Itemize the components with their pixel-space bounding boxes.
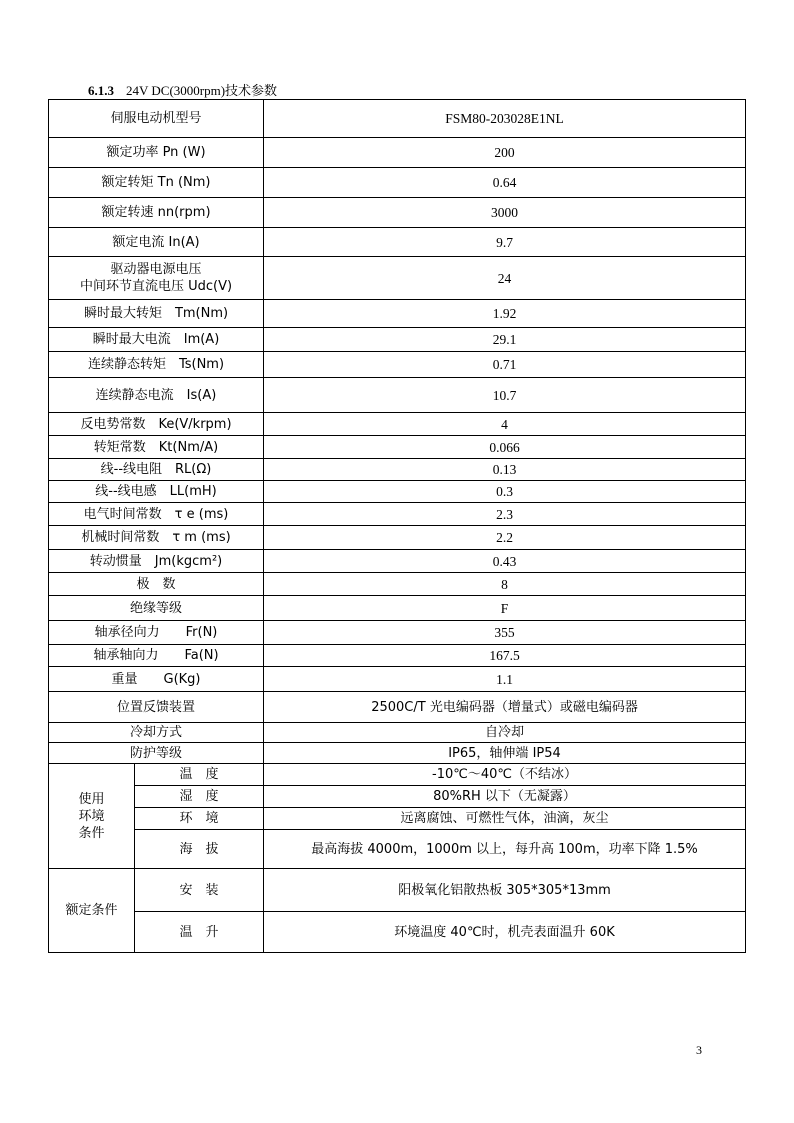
param-label: 伺服电动机型号: [49, 100, 264, 138]
param-value: 29.1: [264, 328, 746, 352]
param-label: 重量 G(Kg): [49, 667, 264, 692]
table-row: [49, 503, 746, 526]
condition-label: 温 度: [135, 764, 264, 786]
param-label: 绝缘等级: [49, 596, 264, 621]
param-label: 防护等级: [49, 743, 264, 764]
table-row: [49, 596, 746, 621]
table-row: [49, 100, 746, 138]
table-row: [49, 198, 746, 228]
rated-group-label: 额定条件: [49, 869, 135, 953]
table-row: [49, 300, 746, 328]
param-value: 0.3: [264, 481, 746, 503]
condition-label: 海 拔: [135, 830, 264, 869]
table-row: [49, 481, 746, 503]
param-label: 额定转速 nn(rpm): [49, 198, 264, 228]
section-title: 24V DC(3000rpm)技术参数: [126, 83, 278, 98]
param-value: 200: [264, 138, 746, 168]
group-label-line: 环境: [78, 808, 105, 824]
param-value: 4: [264, 413, 746, 436]
table-row: [49, 912, 746, 953]
param-label: 反电势常数 Ke(V/krpm): [49, 413, 264, 436]
param-label: 连续静态转矩 Ts(Nm): [49, 352, 264, 378]
param-label: 转动惯量 Jm(kgcm²): [49, 550, 264, 573]
param-value: 3000: [264, 198, 746, 228]
param-label: 额定转矩 Tn (Nm): [49, 168, 264, 198]
table-row: [49, 138, 746, 168]
param-label: 轴承径向力 Fr(N): [49, 621, 264, 645]
table-row: [49, 830, 746, 869]
param-value: 355: [264, 621, 746, 645]
param-value: 8: [264, 573, 746, 596]
condition-value: 远离腐蚀、可燃性气体，油滴，灰尘: [264, 808, 746, 830]
condition-label: 安 装: [135, 869, 264, 912]
param-value: 2.2: [264, 526, 746, 550]
param-value: 0.71: [264, 352, 746, 378]
param-label: 冷却方式: [49, 723, 264, 743]
param-label: 线--线电阻 RL(Ω): [49, 459, 264, 481]
param-value: 1.92: [264, 300, 746, 328]
param-value: F: [264, 596, 746, 621]
param-label: 极 数: [49, 573, 264, 596]
param-value: 自冷却: [264, 723, 746, 743]
table-row: [49, 743, 746, 764]
table-row: [49, 808, 746, 830]
param-label: 额定功率 Pn (W): [49, 138, 264, 168]
table-row: [49, 692, 746, 723]
table-row: [49, 526, 746, 550]
table-row: [49, 413, 746, 436]
param-label: 额定电流 In(A): [49, 228, 264, 257]
table-row: [49, 352, 746, 378]
table-row: [49, 667, 746, 692]
table-row: [49, 228, 746, 257]
param-label: 位置反馈装置: [49, 692, 264, 723]
group-label-line: 使用: [78, 791, 105, 807]
param-value: 0.13: [264, 459, 746, 481]
table-row: [49, 573, 746, 596]
table-row: [49, 764, 746, 786]
condition-label: 湿 度: [135, 786, 264, 808]
section-heading: [88, 80, 277, 99]
param-value: FSM80-203028E1NL: [264, 100, 746, 138]
param-label: 连续静态电流 Is(A): [49, 378, 264, 413]
page-number: 3: [696, 1043, 702, 1057]
condition-label: 环 境: [135, 808, 264, 830]
table-row: [49, 378, 746, 413]
param-value: 24: [264, 257, 746, 300]
param-label: 轴承轴向力 Fa(N): [49, 645, 264, 667]
param-value: 1.1: [264, 667, 746, 692]
environment-group-label: [49, 764, 135, 869]
condition-value: -10℃～40℃（不结冰）: [264, 764, 746, 786]
table-row: [49, 645, 746, 667]
param-value: 2.3: [264, 503, 746, 526]
table-row: [49, 328, 746, 352]
table-row: [49, 436, 746, 459]
param-value: 10.7: [264, 378, 746, 413]
param-label: 电气时间常数 τ e (ms): [49, 503, 264, 526]
param-label-line: 中间环节直流电压 Udc(V): [79, 279, 233, 294]
table-row: [49, 786, 746, 808]
condition-value: 最高海拔 4000m，1000m 以上，每升高 100m，功率下降 1.5%: [264, 830, 746, 869]
section-number: 6.1.3: [88, 83, 114, 98]
param-value: 167.5: [264, 645, 746, 667]
param-value: 0.64: [264, 168, 746, 198]
condition-value: 环境温度 40℃时，机壳表面温升 60K: [264, 912, 746, 953]
condition-value: 80%RH 以下（无凝露）: [264, 786, 746, 808]
param-value: 0.066: [264, 436, 746, 459]
table-row: [49, 550, 746, 573]
param-value: IP65，轴伸端 IP54: [264, 743, 746, 764]
param-value: 9.7: [264, 228, 746, 257]
table-row: [49, 723, 746, 743]
table-row: [49, 168, 746, 198]
param-label: 转矩常数 Kt(Nm/A): [49, 436, 264, 459]
param-label-line: 驱动器电源电压: [110, 262, 202, 277]
param-label: 线--线电感 LL(mH): [49, 481, 264, 503]
condition-value: 阳极氧化铝散热板 305*305*13mm: [264, 869, 746, 912]
group-label-line: 条件: [78, 825, 105, 841]
param-value: 2500C/T 光电编码器（增量式）或磁电编码器: [264, 692, 746, 723]
table-row: [49, 621, 746, 645]
table-row: [49, 257, 746, 300]
param-label: 机械时间常数 τ m (ms): [49, 526, 264, 550]
condition-label: 温 升: [135, 912, 264, 953]
param-label: 瞬时最大电流 Im(A): [49, 328, 264, 352]
table-row: [49, 869, 746, 912]
param-value: 0.43: [264, 550, 746, 573]
table-row: [49, 459, 746, 481]
param-label: [49, 257, 264, 300]
spec-table: [48, 99, 746, 953]
param-label: 瞬时最大转矩 Tm(Nm): [49, 300, 264, 328]
